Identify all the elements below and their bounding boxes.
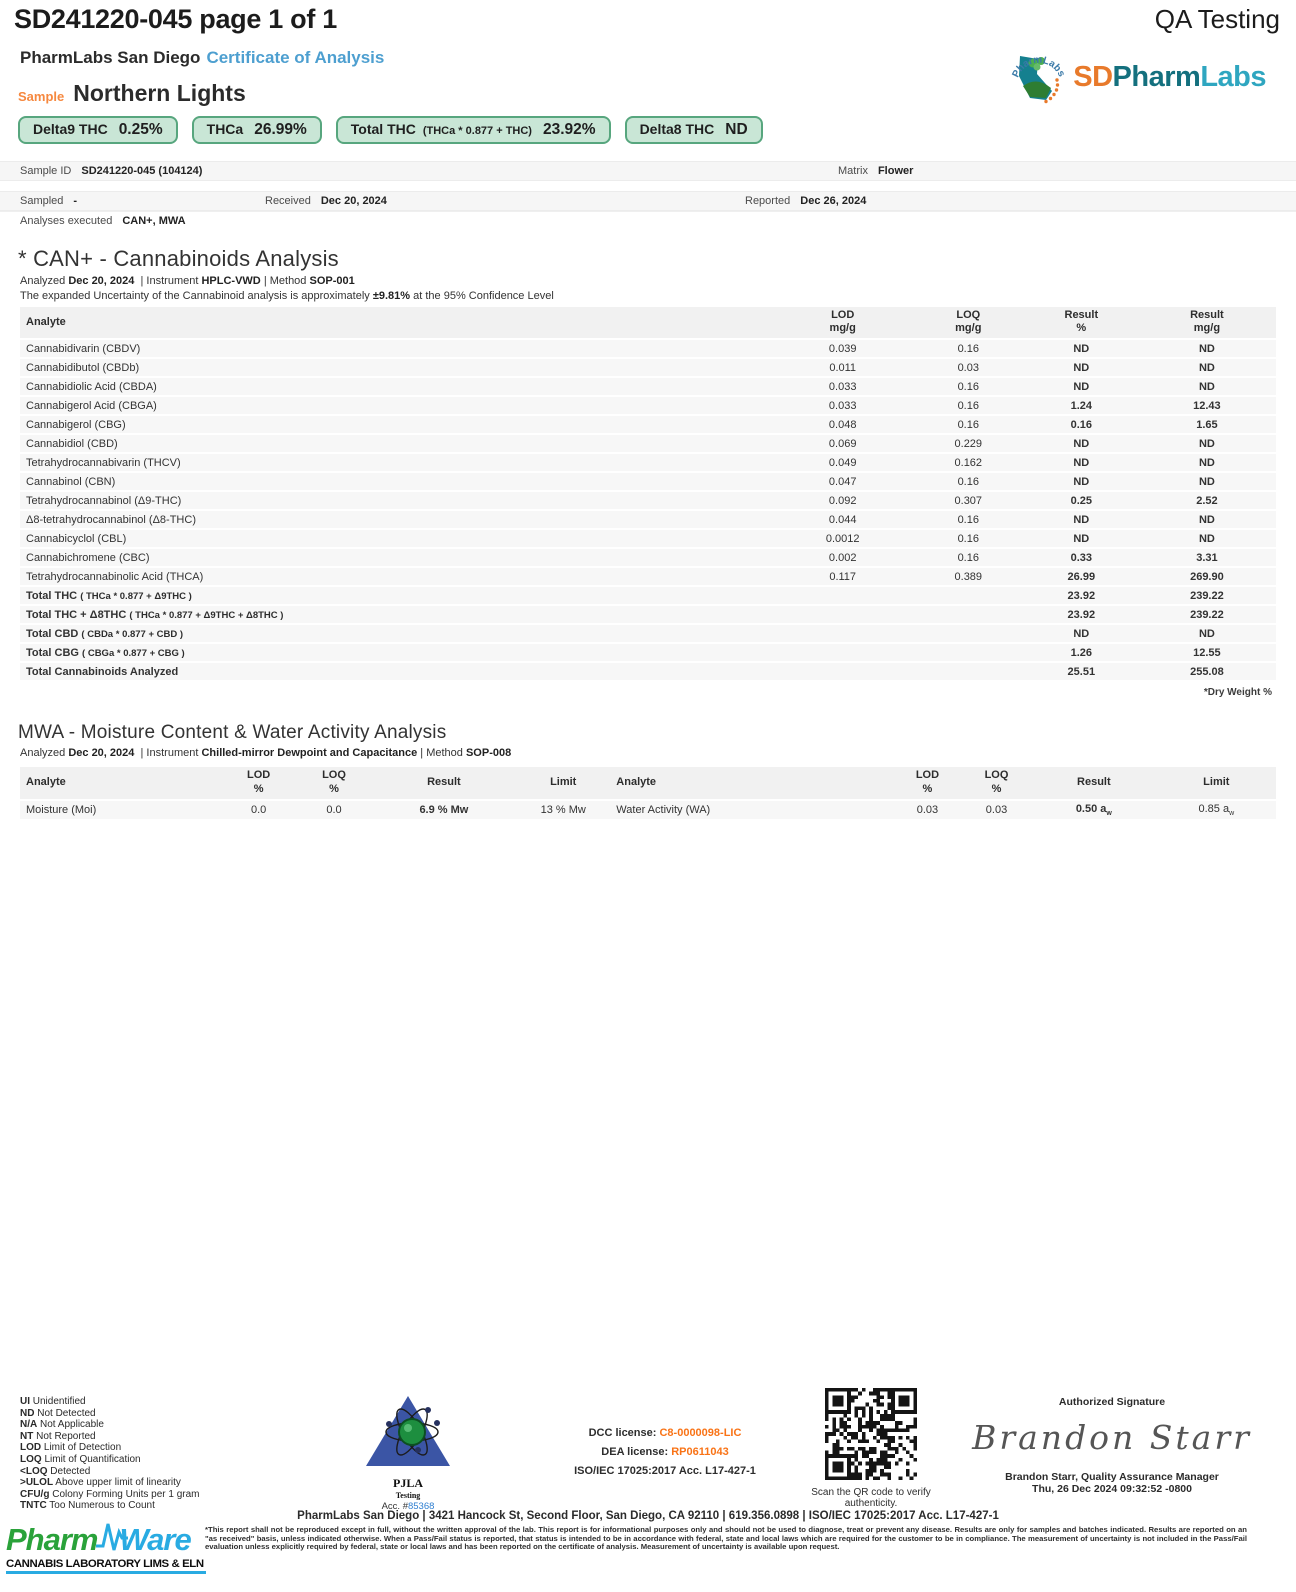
moisture-meta <box>20 747 1296 759</box>
moisture-table <box>20 767 1276 821</box>
document-id: SD241220-045 page 1 of 1 <box>14 4 337 34</box>
pulse-icon <box>95 1520 129 1554</box>
reported-label: Reported <box>745 195 791 207</box>
moisture-section-title: MWA - Moisture Content & Water Activity Analysis <box>18 722 447 744</box>
loq-cell: 0.162 <box>912 453 1025 472</box>
result-mgg-cell: 1.65 <box>1138 415 1276 434</box>
table-row <box>20 529 1276 548</box>
header-lod: LOD mg/g <box>774 307 912 339</box>
lod-cell <box>774 624 912 643</box>
result-mgg-cell: 255.08 <box>1138 662 1276 681</box>
potency-badges <box>18 116 1296 144</box>
result-pct-cell: ND <box>1025 529 1138 548</box>
table-row <box>20 396 1276 415</box>
qr-block <box>796 1388 946 1509</box>
result-mgg-cell: 239.22 <box>1138 605 1276 624</box>
mwa-instrument-label: | Instrument <box>140 747 199 760</box>
qa-testing-label: QA Testing <box>1154 4 1280 34</box>
cannabinoids-table <box>20 307 1276 682</box>
abbreviation-item: <LOQ Detected <box>20 1465 91 1477</box>
mwa-header-loq-right: LOQ % <box>962 767 1031 799</box>
pharmlabs-emblem-icon <box>1007 46 1069 108</box>
lod-cell <box>774 643 912 662</box>
analyses-value: CAN+, MWA <box>122 215 186 227</box>
potency-badge <box>18 116 178 144</box>
table-row <box>20 453 1276 472</box>
header-analyte: Analyte <box>20 307 774 339</box>
result-pct-cell: ND <box>1025 358 1138 377</box>
abbreviation-item: CFU/g Colony Forming Units per 1 gram <box>20 1488 200 1500</box>
loq-cell <box>912 662 1025 681</box>
result-mgg-cell: 12.55 <box>1138 643 1276 662</box>
received-value: Dec 20, 2024 <box>320 195 387 207</box>
lod-cell: 0.047 <box>774 472 912 491</box>
footer <box>0 1388 1296 1592</box>
method-value: SOP-001 <box>309 275 355 287</box>
result-pct-cell: 0.33 <box>1025 548 1138 567</box>
analyte-cell: Tetrahydrocannabinolic Acid (THCA) <box>20 567 774 586</box>
sample-id-label: Sample ID <box>20 165 72 177</box>
table-row <box>20 605 1276 624</box>
loq-cell: 0.03 <box>912 358 1025 377</box>
moisture-result: 6.9 % Mw <box>372 800 516 820</box>
analyte-cell: Total CBG ( CBGa * 0.877 + CBG ) <box>20 643 774 662</box>
pjla-name: PJLA <box>393 1476 423 1490</box>
badge-label: THCa <box>206 121 244 137</box>
result-mgg-cell: ND <box>1138 472 1276 491</box>
sampled-label: Sampled <box>20 195 64 207</box>
mwa-header-limit-left: Limit <box>516 767 610 799</box>
loq-cell <box>912 643 1025 662</box>
table-row <box>20 434 1276 453</box>
analyte-cell: Cannabigerol Acid (CBGA) <box>20 396 774 415</box>
result-mgg-cell: 12.43 <box>1138 396 1276 415</box>
signature-timestamp: Thu, 26 Dec 2024 09:32:52 -0800 <box>1032 1483 1192 1495</box>
analyte-cell: Cannabichromene (CBC) <box>20 548 774 567</box>
logo-sd: SD <box>1073 60 1113 93</box>
potency-badge <box>336 116 611 144</box>
water-activity-limit: 0.85 $a_w$ <box>1157 800 1276 820</box>
lod-cell <box>774 662 912 681</box>
pjla-logo-icon <box>362 1392 454 1470</box>
water-activity-loq: 0.03 <box>962 800 1031 820</box>
sample-info <box>0 161 1296 230</box>
matrix-label: Matrix <box>838 165 868 177</box>
qr-caption: Scan the QR code to verify authenticity. <box>811 1487 931 1509</box>
pjla-sub: Testing <box>395 1491 421 1500</box>
instrument-value: HPLC-VWD <box>201 275 261 287</box>
pharmware-wordmark <box>6 1516 206 1558</box>
uncertainty-value: ±9.81% <box>372 290 411 302</box>
lod-cell: 0.049 <box>774 453 912 472</box>
signature-block <box>964 1396 1260 1495</box>
cannabinoids-section-title: * CAN+ - Cannabinoids Analysis <box>18 246 339 271</box>
badge-formula: (THCa * 0.877 + THC) <box>422 125 532 137</box>
abbreviation-item: TNTC Too Numerous to Count <box>20 1500 155 1512</box>
result-pct-cell: 23.92 <box>1025 605 1138 624</box>
coa-title: Certificate of Analysis <box>206 48 385 67</box>
lod-cell: 0.092 <box>774 491 912 510</box>
lod-cell: 0.0012 <box>774 529 912 548</box>
top-bar <box>0 0 1296 35</box>
result-pct-cell: ND <box>1025 472 1138 491</box>
svg-text:PharmLabs: PharmLabs <box>1010 54 1068 80</box>
moisture-limit: 13 % Mw <box>516 800 610 820</box>
lod-cell: 0.048 <box>774 415 912 434</box>
result-mgg-cell: ND <box>1138 434 1276 453</box>
loq-cell: 0.16 <box>912 529 1025 548</box>
analyte-cell: Total THC + Δ8THC ( THCa * 0.877 + Δ9THC + Δ8THC ) <box>20 605 774 624</box>
logo-pharm: Pharm <box>1112 60 1201 93</box>
header-result-mgg: Result mg/g <box>1138 307 1276 339</box>
reported-value: Dec 26, 2024 <box>800 195 867 207</box>
pharmware-logo <box>6 1516 206 1574</box>
sdpharmlabs-logo <box>1007 46 1266 108</box>
lod-cell: 0.117 <box>774 567 912 586</box>
sample-name: Northern Lights <box>73 80 246 106</box>
sample-id-row <box>0 161 1296 181</box>
table-row <box>20 800 1276 820</box>
sample-id-value: SD241220-045 (104124) <box>81 165 203 177</box>
result-mgg-cell: ND <box>1138 529 1276 548</box>
analyte-cell: Cannabidiolic Acid (CBDA) <box>20 377 774 396</box>
result-pct-cell: 25.51 <box>1025 662 1138 681</box>
analyzed-label: Analyzed <box>20 275 66 287</box>
lab-name: PharmLabs San Diego <box>20 48 201 67</box>
loq-cell <box>912 605 1025 624</box>
analyte-cell: Cannabidivarin (CBDV) <box>20 339 774 358</box>
lod-cell: 0.033 <box>774 396 912 415</box>
analyte-cell: Cannabigerol (CBG) <box>20 415 774 434</box>
analyte-cell: Δ8-tetrahydrocannabinol (Δ8-THC) <box>20 510 774 529</box>
abbreviation-item: N/A Not Applicable <box>20 1419 104 1431</box>
lod-cell <box>774 586 912 605</box>
analyte-cell: Tetrahydrocannabinol (Δ9-THC) <box>20 491 774 510</box>
badge-label: Delta9 THC <box>33 121 108 137</box>
lod-cell: 0.039 <box>774 339 912 358</box>
mwa-header-lod-left: LOD % <box>221 767 296 799</box>
mwa-header-analyte-right: Analyte <box>610 767 893 799</box>
qr-code-icon <box>825 1388 917 1480</box>
pharmware-tagline: CANNABIS LABORATORY LIMS & ELN <box>6 1558 206 1574</box>
loq-cell: 0.16 <box>912 396 1025 415</box>
mwa-header-result-right: Result <box>1031 767 1157 799</box>
instrument-label: | Instrument <box>140 275 199 287</box>
loq-cell: 0.16 <box>912 510 1025 529</box>
dea-license: DEA license: RP0611043 <box>601 1446 729 1458</box>
badge-value: ND <box>725 121 748 138</box>
mwa-header-analyte-left: Analyte <box>20 767 221 799</box>
uncertainty-suffix: at the 95% Confidence Level <box>413 290 554 302</box>
result-mgg-cell: 239.22 <box>1138 586 1276 605</box>
result-pct-cell: 26.99 <box>1025 567 1138 586</box>
table-row <box>20 567 1276 586</box>
analyte-cell: Cannabidiol (CBD) <box>20 434 774 453</box>
badge-value: 26.99% <box>254 121 307 138</box>
analyte-cell: Cannabicyclol (CBL) <box>20 529 774 548</box>
mwa-analyzed-date: Dec 20, 2024 <box>68 747 135 760</box>
lod-cell: 0.002 <box>774 548 912 567</box>
logo-labs: Labs <box>1200 60 1266 93</box>
uncertainty-note <box>20 290 1296 302</box>
cannabinoid-table-body <box>20 339 1276 681</box>
water-activity-result: 0.50 $a_w$ <box>1031 800 1157 820</box>
table-row <box>20 415 1276 434</box>
result-pct-cell: ND <box>1025 624 1138 643</box>
result-pct-cell: ND <box>1025 339 1138 358</box>
potency-badge <box>625 116 763 144</box>
loq-cell: 0.307 <box>912 491 1025 510</box>
loq-cell: 0.16 <box>912 472 1025 491</box>
loq-cell: 0.16 <box>912 415 1025 434</box>
result-mgg-cell: 2.52 <box>1138 491 1276 510</box>
abbreviation-item: ND Not Detected <box>20 1407 96 1419</box>
result-mgg-cell: 3.31 <box>1138 548 1276 567</box>
analyte-cell: Tetrahydrocannabivarin (THCV) <box>20 453 774 472</box>
result-mgg-cell: ND <box>1138 510 1276 529</box>
result-mgg-cell: ND <box>1138 358 1276 377</box>
pjla-accreditation-number: Acc. #85368 <box>381 1501 435 1512</box>
result-mgg-cell: ND <box>1138 624 1276 643</box>
mwa-header-lod-right: LOD % <box>893 767 962 799</box>
table-row <box>20 358 1276 377</box>
abbreviations <box>20 1396 200 1512</box>
signature-script: Brandon Starr <box>972 1418 1252 1457</box>
result-pct-cell: 1.24 <box>1025 396 1138 415</box>
result-pct-cell: 1.26 <box>1025 643 1138 662</box>
mwa-header-result-left: Result <box>372 767 516 799</box>
abbreviation-item: LOQ Limit of Quantification <box>20 1453 141 1465</box>
received-label: Received <box>265 195 311 207</box>
lab-address: PharmLabs San Diego | 3421 Hancock St, Second Floor, San Diego, CA 92110 | 619.356.0898 | ISO/IEC 17025:2017 Acc. L17-427-1 <box>297 1510 999 1522</box>
dry-weight-footnote: *Dry Weight % <box>1203 687 1272 699</box>
table-row <box>20 510 1276 529</box>
mwa-method-value: SOP-008 <box>465 747 512 760</box>
signer-name-role: Brandon Starr, Quality Assurance Manager <box>1005 1471 1219 1483</box>
table-row <box>20 377 1276 396</box>
table-row <box>20 586 1276 605</box>
lod-cell: 0.033 <box>774 377 912 396</box>
loq-cell: 0.229 <box>912 434 1025 453</box>
pharmware-pharm: Pharm <box>6 1522 98 1557</box>
table-row <box>20 643 1276 662</box>
result-pct-cell: 23.92 <box>1025 586 1138 605</box>
dcc-license: DCC license: C8-0000098-LIC <box>588 1427 742 1439</box>
badge-value: 0.25% <box>118 121 163 138</box>
mwa-instrument-value: Chilled-mirror Dewpoint and Capacitance <box>201 747 418 760</box>
result-mgg-cell: ND <box>1138 377 1276 396</box>
loq-cell: 0.389 <box>912 567 1025 586</box>
result-mgg-cell: ND <box>1138 339 1276 358</box>
lod-cell: 0.069 <box>774 434 912 453</box>
header-loq: LOQ mg/g <box>912 307 1025 339</box>
header-result-pct: Result % <box>1025 307 1138 339</box>
table-row <box>20 472 1276 491</box>
analyzed-date: Dec 20, 2024 <box>68 275 135 287</box>
lod-cell: 0.011 <box>774 358 912 377</box>
pjla-accreditation <box>360 1392 456 1512</box>
mwa-method-label: | Method <box>420 747 463 760</box>
loq-cell <box>912 586 1025 605</box>
cannabinoids-meta <box>20 275 1296 287</box>
result-pct-cell: 0.16 <box>1025 415 1138 434</box>
authorized-signature-label: Authorized Signature <box>1058 1396 1166 1408</box>
mwa-header-loq-left: LOQ % <box>296 767 371 799</box>
analyte-cell: Total Cannabinoids Analyzed <box>20 662 774 681</box>
abbreviation-item: >ULOL Above upper limit of linearity <box>20 1477 181 1489</box>
result-pct-cell: ND <box>1025 510 1138 529</box>
analyte-cell: Cannabinol (CBN) <box>20 472 774 491</box>
table-row <box>20 548 1276 567</box>
moisture-lod: 0.0 <box>221 800 296 820</box>
moisture-analyte: Moisture (Moi) <box>20 800 221 820</box>
table-row <box>20 491 1276 510</box>
result-pct-cell: ND <box>1025 434 1138 453</box>
analyses-row <box>0 211 1296 230</box>
analyte-cell: Total CBD ( CBDa * 0.877 + CBD ) <box>20 624 774 643</box>
loq-cell: 0.16 <box>912 548 1025 567</box>
table-row <box>20 339 1276 358</box>
logo-wordmark <box>1073 61 1266 94</box>
sample-label: Sample <box>18 89 65 104</box>
lod-cell <box>774 605 912 624</box>
matrix-value: Flower <box>877 165 914 177</box>
result-mgg-cell: 269.90 <box>1138 567 1276 586</box>
result-mgg-cell: ND <box>1138 453 1276 472</box>
mwa-header-limit-right: Limit <box>1157 767 1276 799</box>
badge-value: 23.92% <box>542 121 596 138</box>
license-block <box>520 1424 810 1481</box>
result-pct-cell: ND <box>1025 453 1138 472</box>
analyte-cell: Cannabidibutol (CBDb) <box>20 358 774 377</box>
dates-row <box>0 191 1296 211</box>
mwa-analyzed-label: Analyzed <box>20 747 66 760</box>
abbreviation-item: LOD Limit of Detection <box>20 1442 122 1454</box>
cannabinoids-header-row <box>20 307 1276 339</box>
water-activity-analyte: Water Activity (WA) <box>610 800 893 820</box>
loq-cell: 0.16 <box>912 377 1025 396</box>
table-row <box>20 624 1276 643</box>
analyte-cell: Total THC ( THCa * 0.877 + Δ9THC ) <box>20 586 774 605</box>
abbreviation-item: NT Not Reported <box>20 1430 96 1442</box>
sampled-value: - <box>73 195 78 207</box>
loq-cell <box>912 624 1025 643</box>
result-pct-cell: ND <box>1025 377 1138 396</box>
loq-cell: 0.16 <box>912 339 1025 358</box>
pharmware-ware: Ware <box>119 1522 191 1557</box>
iso-accreditation: ISO/IEC 17025:2017 Acc. L17-427-1 <box>574 1465 756 1477</box>
abbreviation-item: UI Unidentified <box>20 1396 86 1407</box>
badge-label: Delta8 THC <box>639 121 715 137</box>
badge-label: Total THC <box>350 121 416 137</box>
disclaimer: *This report shall not be reproduced except in full, without the written approval of the lab. This report is for informational purposes only and should not be used to diagnose, treat or prevent any disease. Results are only for samples and batches indicated. Results are reported on an "as received" basis, unless indicated otherwise. When a Pass/Fail status is reported, that status is intended to be in accordance with federal, state and local laws which are required for the customer to be in compliance. The measurement of uncertainty is not included in the Pass/Fail evaluation unless explicitly required by federal, state or local laws and has been reported on the certificate of analysis. Measurement of uncertainty is available upon request. <box>205 1525 1247 1552</box>
lod-cell: 0.044 <box>774 510 912 529</box>
analyses-label: Analyses executed <box>20 215 113 227</box>
moisture-header-row <box>20 767 1276 799</box>
potency-badge <box>192 116 322 144</box>
moisture-loq: 0.0 <box>296 800 371 820</box>
table-row <box>20 662 1276 681</box>
result-pct-cell: 0.25 <box>1025 491 1138 510</box>
water-activity-lod: 0.03 <box>893 800 962 820</box>
uncertainty-prefix: The expanded Uncertainty of the Cannabinoid analysis is approximately <box>20 290 370 302</box>
method-label: | Method <box>263 275 307 287</box>
